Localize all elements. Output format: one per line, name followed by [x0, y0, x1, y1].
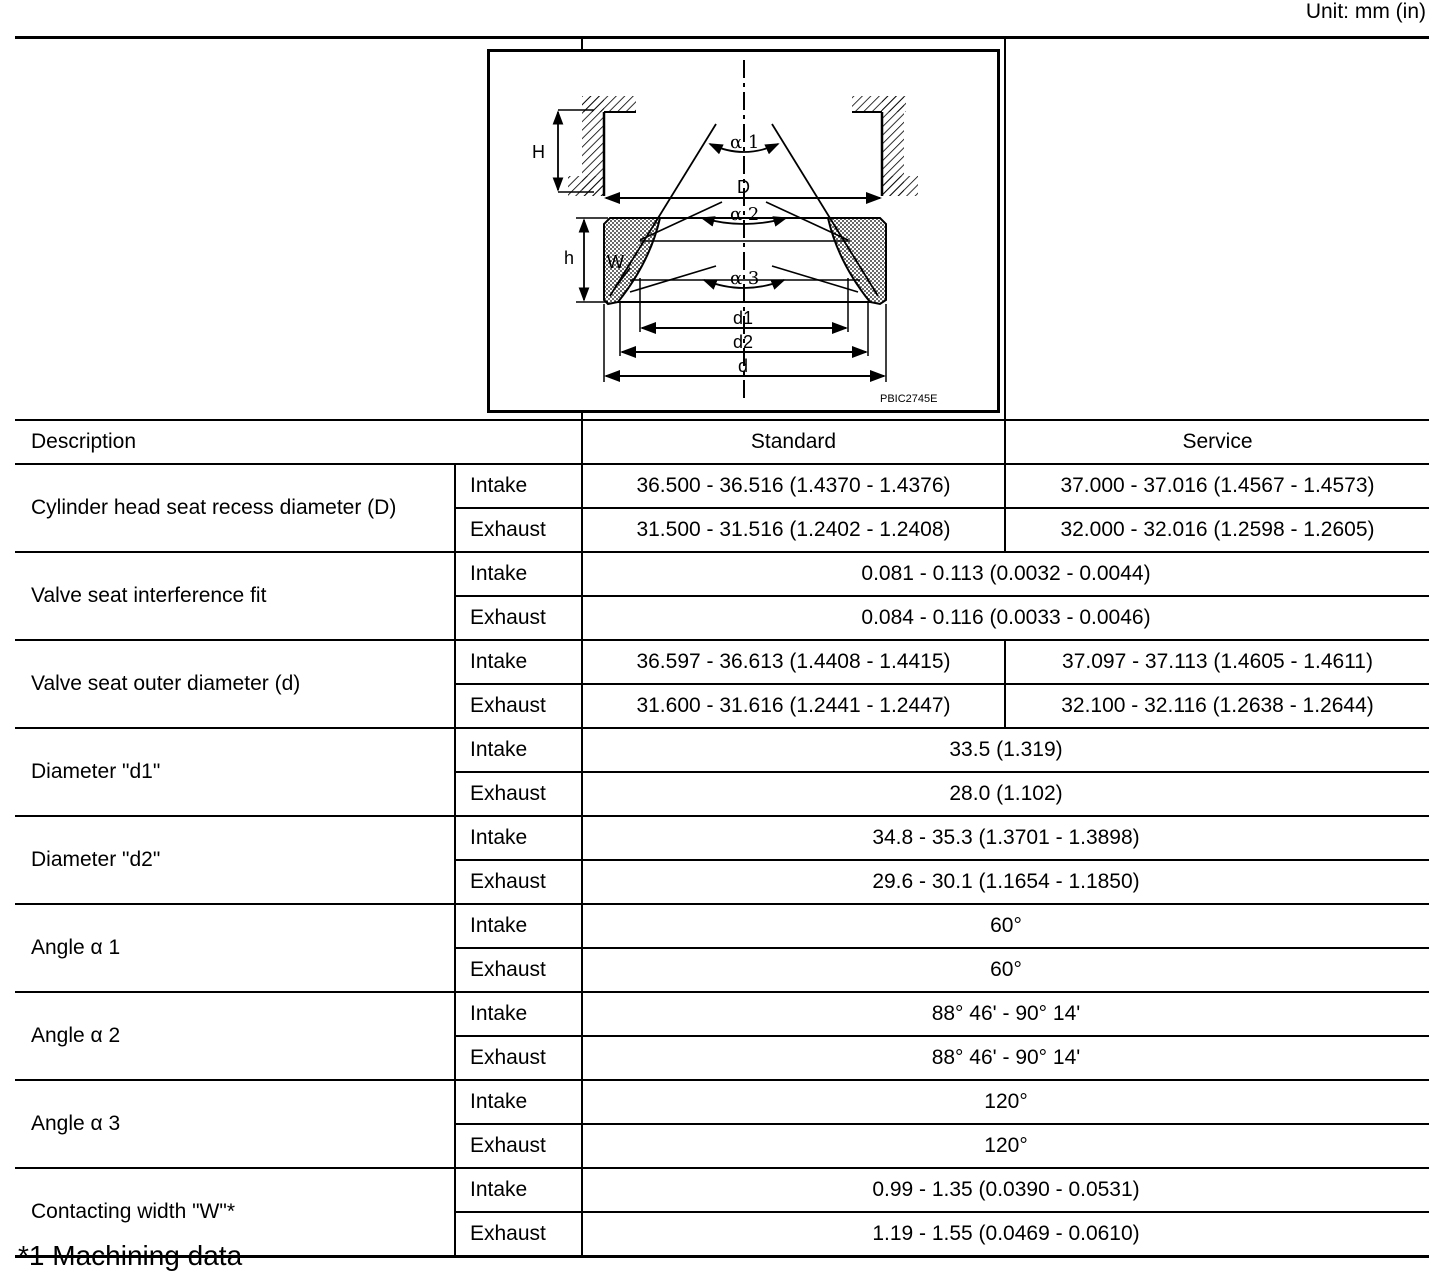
- intake-label: Intake: [455, 816, 582, 860]
- intake-value: 0.081 - 0.113 (0.0032 - 0.0044): [582, 552, 1429, 596]
- intake-service-value: 37.000 - 37.016 (1.4567 - 1.4573): [1005, 464, 1429, 508]
- exhaust-value: 88° 46' - 90° 14': [582, 1036, 1429, 1080]
- intake-value: 88° 46' - 90° 14': [582, 992, 1429, 1036]
- intake-label: Intake: [455, 640, 582, 684]
- row-description: Diameter "d2": [15, 816, 455, 904]
- table-row: [15, 464, 1429, 508]
- label-H: H: [532, 142, 545, 162]
- figure-right-blank: [1005, 38, 1429, 421]
- row-description: Angle α 3: [15, 1080, 455, 1168]
- label-d1: d1: [733, 308, 754, 328]
- exhaust-value: 0.084 - 0.116 (0.0033 - 0.0046): [582, 596, 1429, 640]
- row-description: Angle α 2: [15, 992, 455, 1080]
- row-description: Valve seat interference fit: [15, 552, 455, 640]
- label-alpha1: α 1: [730, 132, 760, 153]
- table-row: [15, 552, 1429, 596]
- intake-label: Intake: [455, 1168, 582, 1212]
- left-head-wall: [568, 96, 636, 196]
- intake-label: Intake: [455, 464, 582, 508]
- exhaust-value: 28.0 (1.102): [582, 772, 1429, 816]
- table-row: [15, 904, 1429, 948]
- exhaust-label: Exhaust: [455, 1124, 582, 1168]
- table-row: [15, 1080, 1429, 1124]
- intake-label: Intake: [455, 552, 582, 596]
- table-row: [15, 728, 1429, 772]
- valve-seat-spec-table: [15, 36, 1429, 1258]
- footnote: *1 Machining data: [18, 1240, 243, 1271]
- table-row: [15, 816, 1429, 860]
- exhaust-label: Exhaust: [455, 860, 582, 904]
- exhaust-label: Exhaust: [455, 508, 582, 552]
- intake-value: 120°: [582, 1080, 1429, 1124]
- header-standard: Standard: [582, 420, 1005, 464]
- table-row: [15, 640, 1429, 684]
- valve-seat-diagram: [487, 49, 1000, 413]
- label-alpha2: α 2: [730, 204, 760, 225]
- label-d: d: [738, 356, 749, 376]
- row-description: Angle α 1: [15, 904, 455, 992]
- intake-label: Intake: [455, 992, 582, 1036]
- label-h: h: [564, 248, 575, 268]
- exhaust-label: Exhaust: [455, 684, 582, 728]
- intake-label: Intake: [455, 728, 582, 772]
- row-description: Cylinder head seat recess diameter (D): [15, 464, 455, 552]
- figure-row: [15, 38, 1429, 421]
- intake-label: Intake: [455, 904, 582, 948]
- exhaust-value: 60°: [582, 948, 1429, 992]
- intake-value: 33.5 (1.319): [582, 728, 1429, 772]
- table-row: [15, 992, 1429, 1036]
- row-description: Contacting width "W"*: [15, 1168, 455, 1257]
- intake-service-value: 37.097 - 37.113 (1.4605 - 1.4611): [1005, 640, 1429, 684]
- intake-value: 0.99 - 1.35 (0.0390 - 0.0531): [582, 1168, 1429, 1212]
- label-D: D: [737, 177, 750, 197]
- exhaust-label: Exhaust: [455, 948, 582, 992]
- unit-label: Unit: mm (in): [1305, 0, 1426, 23]
- figure-code: PBIC2745E: [880, 393, 938, 405]
- label-d2: d2: [733, 332, 754, 352]
- exhaust-service-value: 32.000 - 32.016 (1.2598 - 1.2605): [1005, 508, 1429, 552]
- exhaust-label: Exhaust: [455, 1036, 582, 1080]
- exhaust-label: Exhaust: [455, 596, 582, 640]
- intake-standard-value: 36.597 - 36.613 (1.4408 - 1.4415): [582, 640, 1005, 684]
- exhaust-service-value: 32.100 - 32.116 (1.2638 - 1.2644): [1005, 684, 1429, 728]
- header-description: Description: [15, 420, 582, 464]
- label-W: W: [607, 252, 624, 272]
- exhaust-value: 29.6 - 30.1 (1.1654 - 1.1850): [582, 860, 1429, 904]
- intake-label: Intake: [455, 1080, 582, 1124]
- header-service: Service: [1005, 420, 1429, 464]
- right-head-wall: [852, 96, 918, 196]
- exhaust-label: Exhaust: [455, 1212, 582, 1257]
- intake-value: 60°: [582, 904, 1429, 948]
- table-row: [15, 1168, 1429, 1212]
- figure-cell: [532, 38, 1005, 421]
- row-description: Diameter "d1": [15, 728, 455, 816]
- exhaust-value: 1.19 - 1.55 (0.0469 - 0.0610): [582, 1212, 1429, 1257]
- intake-standard-value: 36.500 - 36.516 (1.4370 - 1.4376): [582, 464, 1005, 508]
- header-row: [15, 420, 1429, 464]
- row-description: Valve seat outer diameter (d): [15, 640, 455, 728]
- exhaust-label: Exhaust: [455, 772, 582, 816]
- exhaust-value: 120°: [582, 1124, 1429, 1168]
- exhaust-standard-value: 31.600 - 31.616 (1.2441 - 1.2447): [582, 684, 1005, 728]
- exhaust-standard-value: 31.500 - 31.516 (1.2402 - 1.2408): [582, 508, 1005, 552]
- label-alpha3: α 3: [730, 268, 760, 289]
- intake-value: 34.8 - 35.3 (1.3701 - 1.3898): [582, 816, 1429, 860]
